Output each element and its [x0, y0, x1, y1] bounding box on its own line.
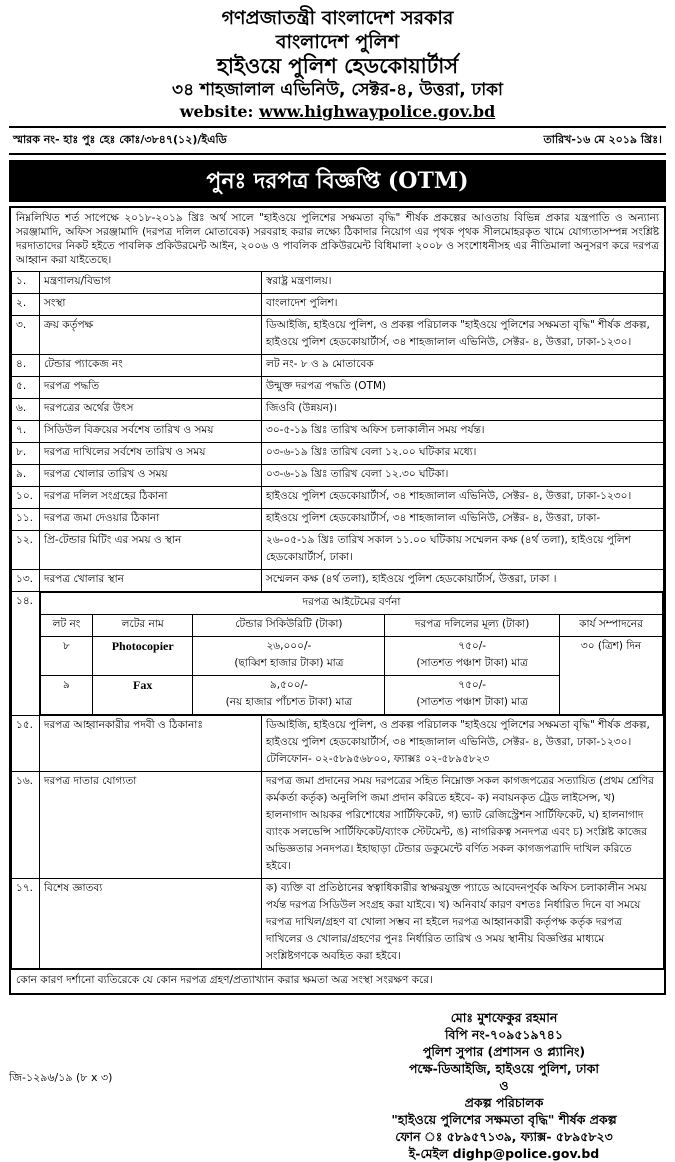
row-value: স্বরাষ্ট্র মন্ত্রণালয়।	[262, 272, 664, 294]
tender-row	[12, 294, 664, 316]
row-value: দরপত্র জমা প্রদানের সময় দরপত্রের সহিত নিম্নোক্ত সকল কাগজপত্রের সত্যায়িত (প্রথম শ্রেণির কর্মকর্তা কর্তৃক) অনুলিপি জমা প্রদান করিতে হইবে- ক) নবায়নকৃত ট্রেড লাইসেন্স, খ) হালনাগাদ আয়কর পরিশোধের সার্টিফিকেট, গ) ভ্যাট রেজিস্ট্রেশন সার্টিফিকেট, ঘ) হালনাগাদ ব্যাংক সলভেন্সি সার্টিফিকেট/ব্যাংক স্টেটমেন্ট, ঙ) নাগরিকত্ব সনদপত্র এবং চ) সংশ্লিষ্ট কাজের অভিজ্ঞতার সনদপত্র। ইহাছাড়া টেন্ডার ডকুমেন্টে বর্ণিত সকল কাগজপত্রাদি দাখিল করিতে হইবে।	[262, 772, 664, 879]
row-label: মন্ত্রণালয়/বিভাগ	[40, 272, 262, 294]
website-line	[9, 101, 666, 123]
tender-row	[12, 531, 664, 570]
tender-row	[12, 355, 664, 377]
row-value: ডিআইজি, হাইওয়ে পুলিশ, ও প্রকল্প পরিচালক "হাইওয়ে পুলিশের সক্ষমতা বৃদ্ধি" শীর্ষক প্রকল্প, হাইওয়ে পুলিশ হেডকোয়ার্টার্স, ৩৪ শাহজালাল এভিনিউ, সেক্টর- ৪, উত্তরা, ঢাকা-১২৩০। টেলিফোন- ০২-৫৮৯৫৬৮০০, ফ্যাক্সঃ ০২-৫৮৯৫৮২৩	[262, 716, 664, 772]
tender-row	[12, 879, 664, 969]
price-cell	[385, 637, 560, 676]
lot-number: ৮	[41, 637, 93, 676]
tender-table	[11, 271, 664, 969]
tender-row	[12, 465, 664, 487]
row-value: হাইওয়ে পুলিশ হেডকোয়ার্টার্স, ৩৪ শাহজালাল এভিনিউ, সেক্টর- ৪, উত্তরা, ঢাকা-১২৩০।	[262, 487, 664, 509]
lot-name: Photocopier	[92, 637, 193, 676]
col-header: দরপত্র দলিলের মূল্য (টাকা)	[385, 615, 560, 637]
tender-row	[12, 716, 664, 772]
govt-name: গণপ্রজাতন্ত্রী বাংলাদেশ সরকার	[221, 7, 454, 29]
price-words: (সাতশত পঞ্চাশ টাকা) মাত্র	[416, 657, 528, 669]
tender-row	[12, 377, 664, 399]
row-label: দরপত্র জমা দেওয়ার ঠিকানা	[40, 509, 262, 531]
row-label: দরপত্র পদ্ধতি	[40, 377, 262, 399]
col-header: টেন্ডার সিকিউরিটি (টাকা)	[193, 615, 385, 637]
tender-row	[12, 399, 664, 421]
row-value: ২৬-০৫-১৯ খ্রিঃ তারিখ সকাল ১১.০০ ঘটিকায় সম্মেলন কক্ষ (৪র্থ তলা), হাইওয়ে পুলিশ হেডকোয়ার্টার্স, ঢাকা।	[262, 531, 664, 570]
row-number: ১.	[12, 272, 40, 294]
row-number: ১৬.	[12, 772, 40, 879]
row-number: ৪.	[12, 355, 40, 377]
row-label: ক্রয় কর্তৃপক্ষ	[40, 316, 262, 355]
col-header: লটের নাম	[92, 615, 193, 637]
row-number: ১৭.	[12, 879, 40, 969]
row-label: প্রি-টেন্ডার মিটিং এর সময় ও স্থান	[40, 531, 262, 570]
row-value: ০৩-৬-১৯ খ্রিঃ তারিখ বেলা ১২.০০ ঘটিকার মধ্যে।	[262, 443, 664, 465]
row-label: দরপত্রের অর্থের উৎস	[40, 399, 262, 421]
row-label: দরপত্র দাতার যোগ্যতা	[40, 772, 262, 879]
tender-row	[12, 272, 664, 294]
tender-row	[12, 316, 664, 355]
row-value: সম্মেলন কক্ষ (৪র্থ তলা), হাইওয়ে পুলিশ হেডকোয়ার্টার্স, উত্তরা, ঢাকা ।	[262, 570, 664, 592]
org-name: বাংলাদেশ পুলিশ	[275, 31, 400, 53]
letterhead	[9, 6, 666, 123]
security-amount: ৯,৫০০/-	[269, 679, 308, 691]
row-value: বাংলাদেশ পুলিশ।	[262, 294, 664, 316]
memo-line	[9, 126, 666, 155]
notice-body	[9, 206, 666, 995]
row-number: ৬.	[12, 399, 40, 421]
security-cell	[193, 637, 385, 676]
price-amount: ৭৫০/-	[458, 640, 487, 652]
row-label: টেন্ডার প্যাকেজ নং	[40, 355, 262, 377]
signatory-name: মোঃ মুশফেকুর রহমান	[450, 1010, 558, 1025]
notice-title: পুনঃ দরপত্র বিজ্ঞপ্তি (OTM)	[9, 160, 666, 202]
row-label: দরপত্র দলিল সংগ্রহের ঠিকানা	[40, 487, 262, 509]
row-number: ৩.	[12, 316, 40, 355]
row-value: জিওবি (উন্নয়ন)।	[262, 399, 664, 421]
signatory-project: "হাইওয়ে পুলিশের সক্ষমতা বৃদ্ধি" শীর্ষক প্রকল্প	[391, 1112, 617, 1127]
row-label: দরপত্র খোলার স্থান	[40, 570, 262, 592]
price-amount: ৭৫০/-	[458, 679, 487, 691]
tender-row	[12, 570, 664, 592]
items-table	[40, 592, 663, 715]
price-cell	[385, 676, 560, 715]
row-label: বিশেষ জ্ঞাতব্য	[40, 879, 262, 969]
row-number: ১৫.	[12, 716, 40, 772]
row-value: লট নং- ৮ ও ৯ মোতাবেক	[262, 355, 664, 377]
signatory-bp: বিপি নং-৭০৯৫১৯৭৪১	[444, 1027, 564, 1042]
tender-row	[12, 487, 664, 509]
security-words: (নয় হাজার পাঁচশত টাকা) মাত্র	[225, 696, 353, 708]
signatory-email: ই-মেইল dighp@police.gov.bd	[408, 1146, 600, 1161]
row-number: ৭.	[12, 421, 40, 443]
security-cell	[193, 676, 385, 715]
row-number: ১০.	[12, 487, 40, 509]
signature-block	[339, 1009, 669, 1162]
row-label: সংস্থা	[40, 294, 262, 316]
row-value: ৩০-৫-১৯ খ্রিঃ তারিখ অফিস চলাকালীন সময় পর্যন্ত।	[262, 421, 664, 443]
row-number: ১১.	[12, 509, 40, 531]
row-number: ৮.	[12, 443, 40, 465]
signatory-pd: প্রকল্প পরিচালক	[464, 1095, 544, 1110]
memo-number: স্মারক নং- হাঃ পুঃ হেঃ কোঃ/৩৮৪৭(১২)/ইএডি	[13, 133, 227, 146]
completion-time: ৩০ (ত্রিশ) দিন	[560, 637, 663, 715]
security-amount: ২৬,০০০/-	[266, 640, 312, 652]
rights-note: কোন কারণ দর্শানো ব্যতিরেকে যে কোন দরপত্র গ্রহণ/প্রত্যাখ্যান করার ক্ষমতা অত্র সংস্থা সংরক্ষণ করে।	[11, 969, 664, 993]
website-link[interactable]: www.highwaypolice.gov.bd	[259, 102, 496, 121]
row-value: হাইওয়ে পুলিশ হেডকোয়ার্টার্স, ৩৪ শাহজালাল এভিনিউ, সেক্টর- ৪, উত্তরা, ঢাকা-	[262, 509, 664, 531]
signatory-for: পক্ষে-ডিআইজি, হাইওয়ে পুলিশ, ঢাকা	[408, 1061, 600, 1076]
row-label: দরপত্র আহ্বানকারীর পদবী ও ঠিকানাঃ	[40, 716, 262, 772]
row-label: সিডিউল বিক্রয়ের সর্বশেষ তারিখ ও সময়	[40, 421, 262, 443]
intro-paragraph: নিম্নলিখিত শর্ত সাপেক্ষে ২০১৮-২০১৯ খ্রিঃ অর্থ সালে "হাইওয়ে পুলিশের সক্ষমতা বৃদ্ধি" শীর্ষক প্রকল্পের আওতায় বিভিন্ন প্রকার যন্ত্রপাতি ও অন্যান্য সরঞ্জামাদি, অফিস সরঞ্জামাদি (দরপত্র দলিল মোতাবেক) সরবরাহ করার লক্ষ্যে ঠিকাদার নিয়োগ এর পৃথক পৃথক সীলমোহরকৃত খামে যোগ্যতাসম্পন্ন সংশ্লিষ্ট দরদাতাদের নিকট হইতে পাবলিক প্রকিউরমেন্ট আইন, ২০০৬ ও পাবলিক প্রকিউরমেন্ট বিধিমালা ২০০৮ ও সংশোধনীসহ এর নীতিমালা অনুসরণ করে দরপত্র আহ্বান করা যাইতেছে।	[16, 212, 659, 266]
row-value: ০৩-৬-১৯ খ্রিঃ তারিখ বেলা ১২.৩০ ঘটিকা।	[262, 465, 664, 487]
row-number: ৫.	[12, 377, 40, 399]
row-number: ৯.	[12, 465, 40, 487]
row-number: ১২.	[12, 531, 40, 570]
office-address: ৩৪ শাহজালাল এভিনিউ, সেক্টর-৪, উত্তরা, ঢাকা	[172, 80, 503, 100]
tender-row	[12, 421, 664, 443]
signatory-and: ও	[499, 1078, 509, 1093]
lot-name: Fax	[92, 676, 193, 715]
tender-row	[12, 509, 664, 531]
memo-date: তারিখ-১৬ মে ২০১৯ খ্রিঃ।	[543, 133, 662, 146]
price-words: (সাতশত পঞ্চাশ টাকা) মাত্র	[416, 696, 528, 708]
row-value: ক) ব্যক্তি বা প্রতিষ্ঠানের স্বত্বাধিকারীর স্বাক্ষরযুক্ত প্যাডে আবেদনপূর্বক অফিস চলাকালীন সময় পর্যন্ত দরপত্র সিডিউল সংগ্রহ করা যাইবে। খ) অনিবার্য কারণ বশতঃ নির্ধারিত দিনে বা সময়ে দরপত্র দাখিল/গ্রহণ বা খোলা সম্ভব না হইলে দরপত্র আহ্বানকারী কর্তৃপক্ষ কর্তৃক দরপত্র দাখিলের ও খোলার/গ্রহণের পুনঃ নির্ধারিত তারিখ ও সময় স্থানীয় বিজ্ঞপ্তির মাধ্যমে সংশ্লিষ্টগণকে অবহিত করা হইবে।	[262, 879, 664, 969]
security-words: (ছাব্বিশ হাজার টাকা) মাত্র	[234, 657, 344, 669]
row-value: উন্মুক্ত দরপত্র পদ্ধতি (OTM)	[262, 377, 664, 399]
lot-number: ৯	[41, 676, 93, 715]
items-title: দরপত্র আইটেমের বর্ণনা	[41, 593, 663, 615]
tender-row	[12, 772, 664, 879]
row-value: ডিআইজি, হাইওয়ে পুলিশ, ও প্রকল্প পরিচালক "হাইওয়ে পুলিশের সক্ষমতা বৃদ্ধি" শীর্ষক প্রকল্প, হাইওয়ে পুলিশ হেডকোয়ার্টার্স, ৩৪ শাহজালাল এভিনিউ, সেক্টর- ৪, উত্তরা, ঢাকা-১২৩০।	[262, 316, 664, 355]
items-row	[12, 592, 664, 716]
row-label: দরপত্র দাখিলের সর্বশেষ তারিখ ও সময়	[40, 443, 262, 465]
signatory-title: পুলিশ সুপার (প্রশাসন ও প্ল্যানিং)	[422, 1044, 586, 1059]
col-header: লট নং	[41, 615, 93, 637]
row-number: ১৩.	[12, 570, 40, 592]
office-name: হাইওয়ে পুলিশ হেডকোয়ার্টার্স	[216, 54, 459, 78]
website-label: website:	[179, 102, 254, 121]
row-label: দরপত্র খোলার তারিখ ও সময়	[40, 465, 262, 487]
row-number: ১৪.	[12, 592, 40, 716]
signatory-phone: ফোন ঃ ৫৮৯৫৭১৩৯, ফ্যাক্স- ৫৮৯৫৮২৩	[395, 1129, 613, 1144]
row-number: ২.	[12, 294, 40, 316]
col-header: কার্য সম্পাদনের	[560, 615, 663, 637]
tender-row	[12, 443, 664, 465]
ref-code: জি-১২৯৬/১৯ (৮ x ৩)	[9, 1071, 113, 1084]
